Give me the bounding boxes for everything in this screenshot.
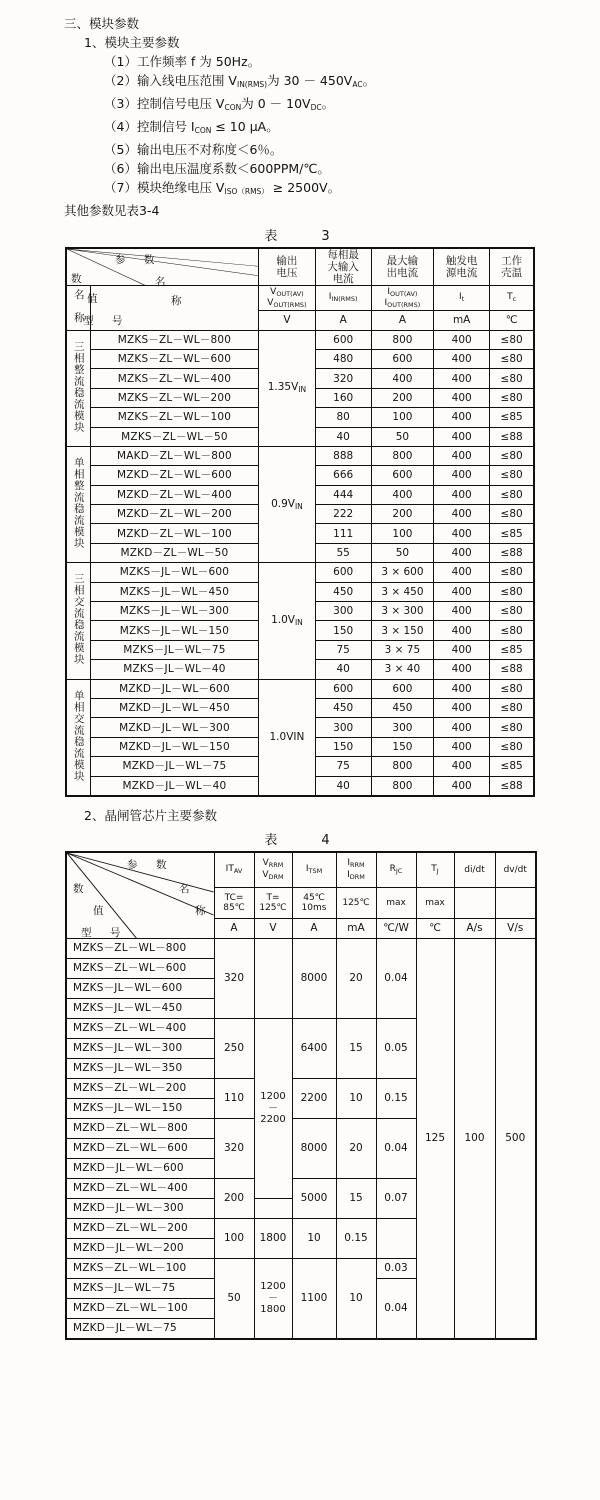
corner4-label-name2: 称 <box>195 904 209 917</box>
group-voltage-sub: IN <box>294 501 303 511</box>
model-cell: MZKS－ZL－WL－200 <box>90 388 259 407</box>
symbol-output-current: $I_{OUT(AV)}$ $I_{OUT(RMS)}$ <box>371 286 433 311</box>
cell-in-current: 480 <box>315 349 371 368</box>
table-row <box>66 446 534 465</box>
unit-tj: ℃ <box>416 918 454 938</box>
symbol-output-voltage: $V_{OUT(AV)}$ $V_{OUT(RMS)}$ <box>259 286 315 311</box>
header-output-current: 最大输 出电流 <box>371 248 433 286</box>
section-heading: 三、模块参数 <box>64 16 140 31</box>
cell-itsm: 8000 <box>292 938 336 1018</box>
model-cell: MZKS－ZL－WL－50 <box>90 427 259 446</box>
cell-trigger: 400 <box>434 563 490 582</box>
model-cell: MZKD－JL－WL－450 <box>90 699 259 718</box>
cell-in-current: 300 <box>315 602 371 621</box>
model-cell: MZKD－JL－WL－600 <box>66 1158 214 1178</box>
model-cell: MZKD－JL－WL－75 <box>90 757 259 776</box>
text-block <box>0 0 600 220</box>
model-cell: MZKD－ZL－WL－100 <box>66 1298 214 1318</box>
cell-irrm: 15 <box>336 1018 376 1078</box>
cell-out-current: 600 <box>371 349 433 368</box>
model-cell: MAKD－ZL－WL－800 <box>90 446 259 465</box>
cell-trigger: 400 <box>434 349 490 368</box>
corner-label-name2: 称 <box>171 295 185 307</box>
cell-rjc: 0.03 <box>376 1258 416 1278</box>
unit-output-voltage: V <box>259 311 315 330</box>
cell-temp: ≤80 <box>490 446 534 465</box>
model-cell: MZKD－ZL－WL－200 <box>90 505 259 524</box>
table-row-header <box>66 852 536 888</box>
cell-it-av: 250 <box>214 1018 254 1078</box>
cell-in-current: 75 <box>315 640 371 659</box>
header-irrm: $I_{RRM}$ $I_{DRM}$ <box>336 852 376 888</box>
model-cell: MZKD－JL－WL－600 <box>90 679 259 698</box>
group-voltage-text: 1.0V <box>271 614 295 627</box>
cell-out-current: 300 <box>371 718 433 737</box>
model-cell: MZKS－ZL－WL－400 <box>90 369 259 388</box>
unit-rjc: ℃/W <box>376 918 416 938</box>
cell-in-current: 40 <box>315 660 371 679</box>
header-didt: di/dt <box>454 852 495 888</box>
cell-trigger: 400 <box>434 582 490 601</box>
model-cell: MZKS－JL－WL－150 <box>90 621 259 640</box>
header-rjc: $R_{JC}$ <box>376 852 416 888</box>
cell-temp: ≤85 <box>490 757 534 776</box>
cell-out-current: 800 <box>371 446 433 465</box>
cell-out-current: 3 × 450 <box>371 582 433 601</box>
cell-out-current: 3 × 600 <box>371 563 433 582</box>
cell-temp: ≤80 <box>490 699 534 718</box>
table-row <box>66 563 534 582</box>
corner-name-left-text: 名 称 <box>72 289 85 324</box>
cell-out-current: 200 <box>371 505 433 524</box>
cell-out-current: 200 <box>371 388 433 407</box>
cond-rjc: max <box>376 887 416 918</box>
param-vcon-pre: （3）控制信号电压 V <box>104 96 225 111</box>
header-input-current: 每相最 大输入 电流 <box>315 248 371 286</box>
model-cell: MZKD－JL－WL－200 <box>66 1238 214 1258</box>
unit-vrrm: V <box>254 918 292 938</box>
cell-irrm: 10 <box>292 1218 336 1258</box>
cell-trigger: 400 <box>434 737 490 756</box>
unit-itsm: A <box>292 918 336 938</box>
header-output-voltage: 输出 电压 <box>259 248 315 286</box>
cell-trigger: 400 <box>434 621 490 640</box>
cell-temp: ≤80 <box>490 388 534 407</box>
model-cell: MZKD－ZL－WL－50 <box>90 543 259 562</box>
model-cell: MZKS－JL－WL－150 <box>66 1098 214 1118</box>
cell-out-current: 50 <box>371 543 433 562</box>
cell-out-current: 600 <box>371 679 433 698</box>
corner4-label-model: 型 号 <box>81 926 125 939</box>
model-cell: MZKS－ZL－WL－100 <box>66 1258 214 1278</box>
model-cell: MZKS－ZL－WL－600 <box>66 958 214 978</box>
cell-trigger: 400 <box>434 679 490 698</box>
table4-wrapper <box>65 851 535 1340</box>
cell-in-current: 222 <box>315 505 371 524</box>
group-label-1ph-rect <box>66 446 90 562</box>
cell-temp: ≤80 <box>490 582 534 601</box>
cell-trigger: 400 <box>434 718 490 737</box>
cell-temp: ≤88 <box>490 776 534 796</box>
cell-in-current: 55 <box>315 543 371 562</box>
cell-temp: ≤85 <box>490 640 534 659</box>
header-vrrm: $V_{RRM}$ $V_{DRM}$ <box>254 852 292 888</box>
group-label-3ph-rect <box>66 330 90 446</box>
cell-temp: ≤88 <box>490 660 534 679</box>
cell-in-current: 40 <box>315 776 371 796</box>
param-icon-sub: CON <box>194 126 212 135</box>
cond-dvdt <box>495 887 536 918</box>
cell-temp: ≤80 <box>490 602 534 621</box>
corner-label-name: 名 <box>155 276 169 288</box>
subheading-module-params: 1、模块主要参数 <box>84 35 180 50</box>
param-vin-post: 为 30 － 450V <box>267 73 353 88</box>
cell-it-av: 320 <box>214 1118 254 1178</box>
cell-in-current: 600 <box>315 679 371 698</box>
cell-in-current: 320 <box>315 369 371 388</box>
cell-temp: ≤88 <box>490 427 534 446</box>
unit-it-av: A <box>214 918 254 938</box>
cell-it-av: 100 <box>214 1218 254 1258</box>
unit-didt: A/s <box>454 918 495 938</box>
model-cell: MZKD－JL－WL－300 <box>66 1198 214 1218</box>
corner4-label-param: 参 数 <box>127 858 171 871</box>
model-cell: MZKS－JL－WL－75 <box>66 1278 214 1298</box>
model-cell: MZKD－ZL－WL－400 <box>66 1178 214 1198</box>
table-thyristor-params <box>65 851 537 1340</box>
group-voltage-1ph-ac <box>259 679 315 796</box>
table4-caption: 表 4 <box>264 832 336 848</box>
cell-temp: ≤80 <box>490 737 534 756</box>
unit-irrm: mA <box>336 918 376 938</box>
unit-case-temp: ℃ <box>490 311 534 330</box>
model-cell: MZKD－JL－WL－300 <box>90 718 259 737</box>
cell-trigger: 400 <box>434 524 490 543</box>
corner4-label-num: 数 <box>73 882 87 895</box>
cell-out-current: 100 <box>371 524 433 543</box>
model-cell: MZKS－JL－WL－300 <box>90 602 259 621</box>
cell-irrm: 15 <box>336 1178 376 1218</box>
cell-trigger: 400 <box>434 776 490 796</box>
corner4-label-name: 名 <box>179 882 193 895</box>
cell-in-current: 40 <box>315 427 371 446</box>
model-cell: MZKS－JL－WL－600 <box>90 563 259 582</box>
param-vcon-post: 为 0 － 10V <box>241 96 311 111</box>
cell-trigger: 400 <box>434 602 490 621</box>
cell-temp: ≤80 <box>490 505 534 524</box>
cell-in-current: 80 <box>315 408 371 427</box>
cell-trigger: 400 <box>434 660 490 679</box>
param-vcon-sub: CON <box>224 103 242 112</box>
group-voltage-3ph-ac <box>259 563 315 679</box>
model-cell: MZKS－ZL－WL－800 <box>66 938 214 958</box>
cell-itsm: 1100 <box>292 1258 336 1339</box>
cell-temp: ≤85 <box>490 408 534 427</box>
param-line-control-current <box>0 117 600 140</box>
cell-itsm: 2200 <box>292 1078 336 1118</box>
cell-in-current: 150 <box>315 621 371 640</box>
cell-out-current: 400 <box>371 485 433 504</box>
model-cell: MZKD－ZL－WL－200 <box>66 1218 214 1238</box>
cond-irrm: 125℃ <box>336 887 376 918</box>
param-line-temp-coefficient: （6）输出电压温度系数＜600PPM/℃。 <box>104 161 330 176</box>
table3-caption: 表 3 <box>264 229 336 244</box>
param-line-asymmetry: （5）输出电压不对称度＜6％。 <box>104 142 283 157</box>
cell-trigger: 400 <box>434 427 490 446</box>
cell-temp: ≤80 <box>490 718 534 737</box>
cell-itsm: 6400 <box>292 1018 336 1078</box>
cond-vrrm: T= 125℃ <box>254 887 292 918</box>
model-cell: MZKS－ZL－WL－600 <box>90 349 259 368</box>
cell-out-current: 800 <box>371 776 433 796</box>
cell-dvdt: 500 <box>495 938 536 1339</box>
cell-temp: ≤80 <box>490 679 534 698</box>
table3-wrapper <box>65 247 535 797</box>
cell-temp: ≤80 <box>490 466 534 485</box>
cell-temp: ≤80 <box>490 349 534 368</box>
group-voltage-1ph-rect <box>259 446 315 562</box>
param-iso-pre: （7）模块绝缘电压 V <box>104 180 225 195</box>
cond-didt <box>454 887 495 918</box>
cell-temp: ≤88 <box>490 543 534 562</box>
cell-out-current: 600 <box>371 466 433 485</box>
group-label-text: 三相交流稳流模块 <box>72 573 85 666</box>
param-vin-sub2: AC <box>352 80 363 89</box>
header-itsm: $I_{TSM}$ <box>292 852 336 888</box>
cell-tj: 125 <box>416 938 454 1339</box>
param-vcon-end: 。 <box>321 96 335 111</box>
cell-rjc: 0.04 <box>376 938 416 1018</box>
cell-out-current: 3 × 300 <box>371 602 433 621</box>
cell-out-current: 50 <box>371 427 433 446</box>
header-case-temp: 工作 壳温 <box>490 248 534 286</box>
unit-dvdt: V/s <box>495 918 536 938</box>
group-voltage-text: 0.9V <box>271 497 295 510</box>
cell-it-av: 200 <box>214 1178 254 1218</box>
group-label-text: 三相整流稳流模块 <box>72 340 85 433</box>
cell-rjc: 0.04 <box>376 1118 416 1178</box>
model-cell: MZKD－ZL－WL－400 <box>90 485 259 504</box>
cell-trigger: 400 <box>434 330 490 349</box>
group-voltage-text: 1.0VIN <box>269 731 305 744</box>
header-trigger-current: 触发电 源电流 <box>434 248 490 286</box>
cell-irrm: 10 <box>336 1078 376 1118</box>
symbol-input-current: $I_{IN(RMS)}$ <box>315 286 371 311</box>
unit-output-current: A <box>371 311 433 330</box>
table-row-header <box>66 248 534 286</box>
unit-input-current: A <box>315 311 371 330</box>
cell-vrrm: 1200 － 1800 <box>254 1258 292 1339</box>
table-row <box>66 938 536 958</box>
cell-rjc: 0.15 <box>376 1078 416 1118</box>
model-cell: MZKS－JL－WL－300 <box>66 1038 214 1058</box>
model-cell: MZKS－JL－WL－450 <box>90 582 259 601</box>
cond-tj: max <box>416 887 454 918</box>
cell-trigger: 400 <box>434 388 490 407</box>
cell-irrm: 20 <box>336 1118 376 1178</box>
cell-in-current: 600 <box>315 330 371 349</box>
other-params-note: 其他参数见表3-4 <box>64 203 160 218</box>
cell-temp: ≤80 <box>490 369 534 388</box>
model-cell: MZKD－ZL－WL－600 <box>90 466 259 485</box>
cell-out-current: 150 <box>371 737 433 756</box>
model-cell: MZKS－ZL－WL－200 <box>66 1078 214 1098</box>
model-cell: MZKD－ZL－WL－800 <box>66 1118 214 1138</box>
header-tj: $T_J$ <box>416 852 454 888</box>
param-line-control-voltage <box>0 94 600 117</box>
group-label-text: 单相交流稳流模块 <box>72 689 85 782</box>
cell-itsm: 5000 <box>292 1178 336 1218</box>
model-cell: MZKD－JL－WL－150 <box>90 737 259 756</box>
cell-trigger: 400 <box>434 466 490 485</box>
cond-it-av: TC= 85℃ <box>214 887 254 918</box>
model-cell: MZKD－JL－WL－40 <box>90 776 259 796</box>
cond-itsm: 45℃ 10ms <box>292 887 336 918</box>
cell-trigger: 400 <box>434 505 490 524</box>
cell-in-current: 300 <box>315 718 371 737</box>
table-row <box>66 679 534 698</box>
corner-label-model: 型 号 <box>83 315 127 327</box>
param-vin-pre: （2）输入线电压范围 V <box>104 73 237 88</box>
cell-vrrm: 1200 － 2200 <box>254 1018 292 1198</box>
cell-it-av: 50 <box>214 1258 254 1339</box>
cell-it-av: 110 <box>214 1078 254 1118</box>
header-it-av: $IT_{AV}$ <box>214 852 254 888</box>
unit-trigger-current: mA <box>434 311 490 330</box>
cell-in-current: 150 <box>315 737 371 756</box>
cell-trigger: 400 <box>434 640 490 659</box>
cell-out-current: 800 <box>371 757 433 776</box>
cell-itsm: 8000 <box>292 1118 336 1178</box>
cell-in-current: 888 <box>315 446 371 465</box>
param-icon-pre: （4）控制信号 I <box>104 119 195 134</box>
model-cell: MZKD－ZL－WL－100 <box>90 524 259 543</box>
corner-label-value: 值 <box>87 293 101 305</box>
param-icon-post: ≤ 10 μA。 <box>211 119 279 134</box>
group-voltage-3ph-rect <box>259 330 315 446</box>
param-line-frequency: （1）工作频率 f 为 50Hz。 <box>104 54 261 69</box>
cell-out-current: 800 <box>371 330 433 349</box>
group-label-3ph-ac <box>66 563 90 679</box>
cell-out-current: 3 × 150 <box>371 621 433 640</box>
symbol-case-temp: $T_c$ <box>490 286 534 311</box>
cell-trigger: 400 <box>434 369 490 388</box>
cell-in-current: 75 <box>315 757 371 776</box>
cell-trigger: 400 <box>434 485 490 504</box>
header-dvdt: dv/dt <box>495 852 536 888</box>
cell-trigger: 400 <box>434 543 490 562</box>
cell-rjc: 0.07 <box>376 1178 416 1218</box>
cell-temp: ≤80 <box>490 485 534 504</box>
cell-in-current: 450 <box>315 582 371 601</box>
model-cell: MZKS－ZL－WL－800 <box>90 330 259 349</box>
cell-trigger: 400 <box>434 757 490 776</box>
cell-it-av: 320 <box>214 938 254 1018</box>
cell-rjc: 0.04 <box>376 1278 416 1339</box>
param-line-insulation <box>0 178 600 201</box>
cell-out-current: 3 × 40 <box>371 660 433 679</box>
table4-corner-cell <box>66 852 214 939</box>
corner-label-num: 数 <box>71 273 85 285</box>
model-cell: MZKS－JL－WL－350 <box>66 1058 214 1078</box>
cell-in-current: 444 <box>315 485 371 504</box>
cell-rjc: 0.15 <box>336 1218 376 1258</box>
param-iso-post: ≥ 2500V。 <box>268 180 341 195</box>
cell-in-current: 450 <box>315 699 371 718</box>
table-module-params <box>65 247 535 797</box>
param-iso-sub: ISO（RMS） <box>224 187 269 196</box>
param-vin-sub: IN(RMS) <box>236 80 268 89</box>
model-cell: MZKS－JL－WL－75 <box>90 640 259 659</box>
model-cell: MZKD－JL－WL－75 <box>66 1318 214 1339</box>
param-line-input-voltage <box>0 71 600 94</box>
model-cell: MZKS－JL－WL－600 <box>66 978 214 998</box>
cell-didt: 100 <box>454 938 495 1339</box>
table-row <box>66 330 534 349</box>
model-cell: MZKS－ZL－WL－100 <box>90 408 259 427</box>
model-cell: MZKS－JL－WL－450 <box>66 998 214 1018</box>
param-vcon-sub2: DC <box>310 103 322 112</box>
cell-out-current: 100 <box>371 408 433 427</box>
cell-temp: ≤85 <box>490 524 534 543</box>
table-row-symbols <box>66 286 534 311</box>
cell-out-current: 3 × 75 <box>371 640 433 659</box>
group-voltage-sub: IN <box>298 385 307 395</box>
cell-out-current: 400 <box>371 369 433 388</box>
model-cell: MZKS－ZL－WL－400 <box>66 1018 214 1038</box>
corner-label-param: 参 数 <box>115 254 159 266</box>
cell-irrm: 20 <box>336 938 376 1018</box>
corner4-label-value: 值 <box>93 904 107 917</box>
cell-temp: ≤80 <box>490 621 534 640</box>
cell-irrm: 10 <box>336 1258 376 1339</box>
cell-rjc: 0.05 <box>376 1018 416 1078</box>
subheading-thyristor-params: 2、晶闸管芯片主要参数 <box>84 807 217 823</box>
symbol-trigger-current: $I_t$ <box>434 286 490 311</box>
group-label-1ph-ac <box>66 679 90 796</box>
group-voltage-sub: IN <box>294 618 303 628</box>
group-label-text: 单相整流稳流模块 <box>72 457 85 550</box>
cell-in-current: 160 <box>315 388 371 407</box>
model-cell: MZKD－ZL－WL－600 <box>66 1138 214 1158</box>
cell-itsm: 1800 <box>254 1218 292 1258</box>
cell-trigger: 400 <box>434 699 490 718</box>
cell-trigger: 400 <box>434 446 490 465</box>
cell-vrrm-blank <box>254 938 292 1018</box>
cell-trigger: 400 <box>434 408 490 427</box>
cell-temp: ≤80 <box>490 330 534 349</box>
cell-in-current: 600 <box>315 563 371 582</box>
param-vin-end: 。 <box>362 73 376 88</box>
model-cell: MZKS－JL－WL－40 <box>90 660 259 679</box>
cell-out-current: 450 <box>371 699 433 718</box>
cell-in-current: 111 <box>315 524 371 543</box>
cell-in-current: 666 <box>315 466 371 485</box>
cell-temp: ≤80 <box>490 563 534 582</box>
group-voltage-text: 1.35V <box>267 381 299 394</box>
